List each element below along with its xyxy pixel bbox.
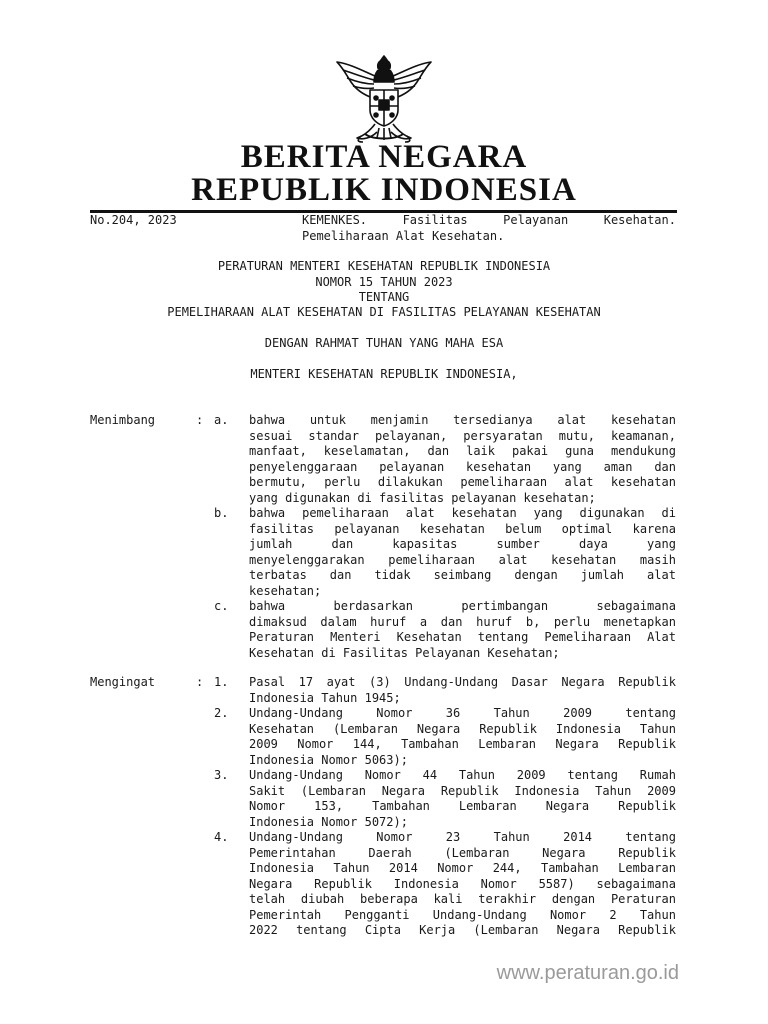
word: pelayanan (334, 521, 400, 536)
word: Negara (561, 675, 605, 689)
subject-word: Pelayanan (503, 213, 569, 227)
word: Tahun (493, 830, 530, 844)
subject-word: Fasilitas (402, 213, 468, 227)
clause-marker: 3. (214, 768, 229, 782)
word: kesehatan (466, 459, 532, 474)
word: Tahun (639, 721, 676, 736)
word: Daerah (368, 845, 412, 860)
word: perlu (324, 475, 361, 489)
word: diubah (300, 892, 345, 906)
clause-line (249, 568, 676, 584)
clause-line (249, 753, 676, 769)
invocation: DENGAN RAHMAT TUHAN YANG MAHA ESA (264, 336, 504, 350)
word: yang (552, 459, 582, 474)
word: Negara (555, 737, 599, 751)
mengingat-colon: : (196, 675, 204, 689)
clause-text (249, 413, 676, 506)
clause-line (249, 908, 676, 924)
word: (Lembaran (300, 783, 366, 798)
clause-line (249, 861, 676, 877)
word: Tahun (493, 706, 530, 720)
minister-heading: MENTERI KESEHATAN REPUBLIK INDONESIA, (250, 367, 518, 381)
clause-line-text: Indonesia Nomor 5063); (249, 752, 408, 767)
clause-line (249, 923, 676, 939)
clause-text (249, 675, 676, 706)
clause-marker: c. (214, 599, 229, 613)
clause-line (249, 815, 676, 831)
word: kesehatan (610, 413, 676, 427)
word: menetapkan (603, 614, 676, 629)
clause-text (249, 506, 676, 599)
word: Nomor (480, 876, 517, 891)
word: huruf (476, 614, 513, 629)
footer-url: www.peraturan.go.id (496, 962, 679, 984)
word: Peraturan (610, 892, 676, 906)
clause-line (249, 475, 676, 491)
clause-line (249, 615, 676, 631)
word: Tambahan (540, 861, 599, 875)
clause-line-text: yang digunakan di fasilitas pelayanan kesehatan; (249, 490, 596, 505)
gazette-subtitle: REPUBLIK INDONESIA (191, 172, 577, 208)
word: Negara (416, 721, 461, 736)
word: 2009 (647, 783, 676, 798)
word: Republik (618, 799, 676, 813)
word: kesehatan (451, 506, 517, 520)
word: Alat (647, 630, 676, 644)
subject-line-1 (302, 213, 676, 229)
word: Tahun (639, 907, 676, 922)
word: optimal (561, 521, 613, 536)
clause-line (249, 444, 676, 460)
word: standar (308, 428, 359, 443)
word: Republik (618, 923, 676, 937)
word: laik (466, 444, 495, 458)
word: pemeliharaan (302, 506, 389, 520)
word: (3) (369, 675, 391, 689)
word: digunakan (579, 506, 645, 520)
word: Rumah (639, 768, 676, 782)
clause-line (249, 413, 676, 429)
word: dengan (514, 568, 558, 582)
word: dengan (551, 892, 596, 906)
clause-line (249, 537, 676, 553)
word: belum (505, 521, 542, 536)
word: huruf (370, 614, 407, 629)
word: alat (557, 413, 587, 427)
clause-line (249, 799, 676, 815)
word: bermutu, (249, 475, 307, 489)
word: Nomor (549, 907, 587, 922)
word: 2009 (563, 706, 593, 720)
word: Negara (249, 876, 293, 891)
word: kapasitas (392, 537, 458, 551)
clause-text (249, 768, 676, 830)
word: Lembaran (618, 861, 676, 875)
word: sebagaimana (596, 876, 676, 891)
word: Cipta (364, 923, 401, 937)
clause-line (249, 846, 676, 862)
clause-text (249, 599, 676, 661)
clause-marker: 4. (214, 830, 229, 844)
gazette-number: No.204, 2023 (90, 213, 177, 227)
mengingat-label: Mengingat (90, 675, 156, 689)
word: Tahun (333, 861, 370, 875)
word: Nomor (437, 861, 474, 875)
word: Undang-Undang (404, 675, 499, 689)
clause-marker: 1. (214, 675, 229, 689)
word: Nomor (249, 799, 286, 813)
word: aman (603, 459, 633, 474)
word: 17 (298, 675, 314, 689)
word: tentang (296, 923, 347, 937)
word: sumber (496, 537, 540, 551)
word: Sakit (249, 783, 286, 798)
word: alat (647, 568, 676, 582)
word: Pengganti (344, 907, 410, 922)
clause-text (249, 830, 676, 939)
word: (Lembaran (473, 923, 539, 937)
clause-line (249, 768, 676, 784)
word: manfaat, (249, 444, 307, 458)
word: 153, (314, 799, 344, 813)
word: terakhir (478, 892, 537, 906)
word: penyelenggaraan (249, 459, 358, 474)
word: Negara (556, 923, 600, 937)
regulation-subject: PEMELIHARAAN ALAT KESEHATAN DI FASILITAS PELAYANAN KESEHATAN (167, 305, 601, 319)
clause-line (249, 675, 676, 691)
word: sesuai (249, 428, 293, 443)
word: Indonesia (393, 876, 459, 891)
word: Tahun (595, 783, 632, 798)
word: Republik (479, 721, 537, 736)
word: alat (498, 552, 528, 567)
clause-marker: a. (214, 413, 229, 427)
word: Pemerintahan (249, 845, 336, 860)
word: fasilitas (249, 521, 315, 536)
word: 2009 (516, 768, 546, 782)
word: Lembaran (458, 799, 517, 813)
word: Kesehatan (396, 630, 462, 644)
clause-line-text: Indonesia Tahun 1945; (249, 690, 401, 705)
word: Negara (381, 783, 426, 798)
word: Peraturan (249, 630, 315, 644)
clause-line-text: Indonesia Nomor 5072); (249, 814, 408, 829)
word: dimaksud (249, 614, 307, 629)
word: kali (433, 892, 463, 906)
clause-line (249, 506, 676, 522)
word: Nomor (376, 830, 413, 844)
word: Nomor (297, 737, 334, 751)
clause-line (249, 892, 676, 908)
word: 2014 (388, 861, 418, 875)
word: 144, (352, 737, 382, 751)
gazette-title: BERITA NEGARA (240, 139, 528, 175)
word: Negara (545, 799, 590, 813)
word: alat (405, 506, 435, 520)
clause-line (249, 706, 676, 722)
word: Tahun (458, 768, 495, 782)
word: (Lembaran (332, 721, 398, 736)
word: dan (331, 537, 354, 551)
clause-line (249, 460, 676, 476)
clause-line (249, 830, 676, 846)
word: yang (647, 537, 676, 551)
word: Indonesia (514, 783, 580, 798)
word: 244, (492, 861, 522, 875)
subject-line-2: Pemeliharaan Alat Kesehatan. (302, 228, 505, 243)
word: 44 (422, 768, 438, 782)
word: Nomor (376, 706, 413, 720)
word: keselamatan, (323, 444, 411, 458)
word: karena (632, 521, 676, 536)
word: Nomor (364, 768, 401, 782)
word: kesehatan (419, 521, 485, 536)
clause-line (249, 737, 676, 753)
word: b, (525, 614, 541, 629)
word: Indonesia (249, 861, 315, 875)
subject-word: KEMENKES. (302, 213, 368, 227)
word: tidak (374, 568, 411, 582)
word: untuk (309, 413, 346, 427)
word: jumlah (580, 568, 625, 582)
word: Indonesia (555, 721, 621, 736)
clause-line (249, 630, 676, 646)
word: Undang-Undang (249, 768, 343, 782)
word: Republik (618, 737, 676, 751)
word: Republik (618, 675, 676, 689)
regulation-tentang: TENTANG (358, 290, 410, 304)
word: 5587) (538, 876, 575, 891)
word: Dasar (511, 675, 548, 689)
word: alat (564, 475, 594, 489)
word: beberapa (360, 892, 418, 906)
subject-word: Kesehatan. (603, 213, 676, 227)
word: a (419, 614, 428, 629)
word: bahwa (249, 413, 286, 427)
word: masih (639, 552, 676, 567)
word: bahwa (249, 506, 286, 520)
word: kesehatan (610, 475, 676, 489)
word: (Lembaran (444, 845, 510, 860)
word: Republik (314, 876, 372, 891)
word: pemeliharaan (388, 552, 475, 567)
word: tersedianya (453, 413, 533, 427)
clause-line (249, 646, 676, 662)
menimbang-colon: : (196, 413, 204, 427)
clause-marker: 2. (214, 706, 229, 720)
regulation-number: NOMOR 15 TAHUN 2023 (315, 275, 453, 289)
word: Undang-Undang (432, 907, 527, 922)
word: tentang (567, 768, 619, 782)
word: 2022 (249, 923, 278, 937)
word: berdasarkan (333, 599, 413, 613)
word: Kerja (419, 923, 456, 937)
clause-line (249, 584, 676, 600)
word: Pemerintah (249, 907, 322, 922)
word: dan (440, 614, 463, 629)
word: daya (579, 537, 608, 551)
menimbang-label: Menimbang (90, 413, 156, 427)
word: 2 (609, 907, 617, 922)
clause-line (249, 691, 676, 707)
clause-line (249, 429, 676, 445)
garuda-emblem-icon (329, 54, 439, 146)
clause-line (249, 522, 676, 538)
word: telah (249, 892, 286, 906)
word: pelayanan (379, 459, 445, 474)
word: terbatas (249, 568, 307, 582)
clause-marker: b. (214, 506, 229, 520)
word: Negara (542, 845, 586, 860)
word: pelayanan, (375, 428, 448, 443)
clause-line (249, 599, 676, 615)
word: dan (329, 568, 352, 582)
word: Republik (618, 845, 676, 860)
clause-text (249, 706, 676, 768)
word: ayat (326, 675, 356, 689)
word: mutu, (558, 428, 595, 443)
word: yang (533, 506, 563, 520)
clause-line-text: Kesehatan di Fasilitas Pelayanan Kesehatan; (249, 645, 560, 660)
word: 2009 (249, 737, 278, 751)
word: dilakukan (377, 475, 443, 489)
word: dalam (320, 614, 357, 629)
regulation-title-line-1: PERATURAN MENTERI KESEHATAN REPUBLIK INDONESIA (217, 259, 551, 273)
clause-line (249, 877, 676, 893)
word: Pasal (249, 675, 286, 689)
clause-line (249, 491, 676, 507)
word: Undang-Undang (249, 830, 343, 844)
word: seimbang (433, 568, 492, 582)
gazette-subject (302, 213, 676, 244)
word: keamanan, (610, 428, 676, 443)
word: Tambahan (401, 737, 459, 751)
word: dan (654, 459, 676, 474)
word: 2014 (563, 830, 593, 844)
word: Pemeliharaan (544, 630, 632, 644)
word: menjamin (370, 413, 429, 427)
word: Lembaran (478, 737, 537, 751)
word: sebagaimana (596, 599, 676, 613)
clause-line-text: kesehatan; (249, 583, 322, 598)
clause-line (249, 553, 676, 569)
word: 23 (445, 830, 461, 844)
word: Undang-Undang (249, 706, 343, 720)
word: bahwa (249, 599, 286, 613)
word: dan (427, 444, 450, 458)
clause-line (249, 722, 676, 738)
word: pertimbangan (461, 599, 549, 613)
word: jumlah (249, 537, 293, 551)
word: tentang (625, 706, 676, 720)
word: guna (565, 444, 594, 458)
word: tentang (477, 630, 529, 644)
word: mendukung (610, 444, 676, 458)
word: persyaratan (463, 428, 543, 443)
word: Menteri (330, 630, 381, 644)
word: 36 (445, 706, 461, 720)
word: Tambahan (372, 799, 430, 813)
word: kesehatan (551, 552, 617, 567)
word: menyelenggarakan (249, 552, 365, 567)
word: di (661, 506, 676, 520)
word: pakai (511, 444, 549, 458)
word: Republik (440, 783, 499, 798)
word: pemeliharaan (460, 475, 548, 489)
word: perlu (553, 614, 591, 629)
word: Kesehatan (249, 721, 315, 736)
clause-line (249, 784, 676, 800)
word: tentang (625, 830, 676, 844)
